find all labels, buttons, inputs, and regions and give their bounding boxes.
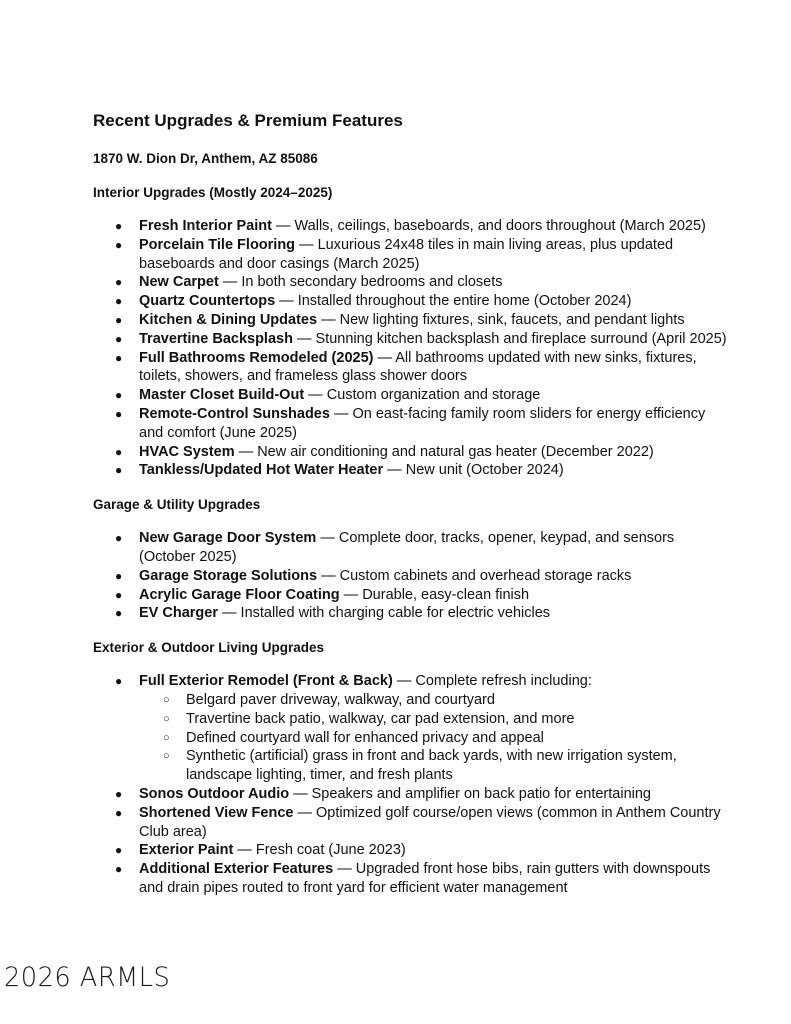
item-name: Sonos Outdoor Audio xyxy=(139,785,290,802)
watermark: 2026 ARMLS xyxy=(4,962,171,993)
upgrade-list xyxy=(93,529,733,623)
list-item xyxy=(93,311,733,330)
section-heading: Garage & Utility Upgrades xyxy=(93,497,261,513)
item-separator: — xyxy=(317,567,340,584)
sub-list xyxy=(139,691,733,785)
bullet-icon: ● xyxy=(115,406,123,421)
upgrade-list xyxy=(93,672,733,898)
list-item xyxy=(93,586,733,605)
bullet-icon: ● xyxy=(115,606,123,621)
list-item xyxy=(93,785,733,804)
upgrade-list xyxy=(93,217,733,480)
bullet-icon: ● xyxy=(115,843,123,858)
item-name: Garage Storage Solutions xyxy=(139,567,318,584)
list-item xyxy=(93,672,733,785)
item-name: Additional Exterior Features xyxy=(139,861,334,878)
hollow-bullet-icon: ○ xyxy=(163,750,170,763)
sub-item-text: Travertine back patio, walkway, car pad extension, and more xyxy=(186,710,575,727)
item-name: Kitchen & Dining Updates xyxy=(139,311,318,328)
bullet-icon: ● xyxy=(115,331,123,346)
item-separator: — xyxy=(392,673,416,690)
item-name: Travertine Backsplash xyxy=(139,330,293,347)
item-name: HVAC System xyxy=(139,443,235,460)
list-item xyxy=(93,292,733,311)
list-item xyxy=(93,567,733,586)
item-description: On east-facing family room sliders for energy efficiency and comfort (June 2025) xyxy=(139,405,706,441)
item-separator: — xyxy=(218,274,242,291)
list-item xyxy=(93,386,733,405)
item-separator: — xyxy=(275,293,298,310)
item-separator: — xyxy=(339,586,363,603)
document-page xyxy=(93,110,733,913)
item-name: EV Charger xyxy=(139,605,218,622)
bullet-icon: ● xyxy=(115,786,123,801)
item-name: Fresh Interior Paint xyxy=(139,218,272,234)
list-item xyxy=(93,841,733,860)
sub-item-text: Defined courtyard wall for enhanced privacy and appeal xyxy=(186,729,544,746)
list-item xyxy=(93,529,733,567)
item-description: All bathrooms updated with new sinks, fixtures, toilets, showers, and frameless glass shower doors xyxy=(139,349,697,385)
item-description: Upgraded front hose bibs, rain gutters with downspouts and drain pipes routed to front yard for efficient water management xyxy=(139,861,711,896)
sub-list-item xyxy=(139,729,733,748)
item-name: Exterior Paint xyxy=(139,842,234,859)
item-description: Installed throughout the entire home (October 2024) xyxy=(297,293,632,310)
item-separator: — xyxy=(271,218,295,234)
bullet-icon: ● xyxy=(115,388,123,403)
item-name: Full Bathrooms Remodeled (2025) xyxy=(139,349,374,366)
item-name: Master Closet Build-Out xyxy=(139,387,305,404)
sub-item-text: Synthetic (artificial) grass in front and back yards, with new irrigation system, landscape lighting, timer, and fresh plants xyxy=(186,748,677,784)
item-separator: — xyxy=(217,605,241,622)
sub-list-item xyxy=(139,747,733,785)
bullet-icon: ● xyxy=(115,805,123,820)
item-description: Complete door, tracks, opener, keypad, and sensors (October 2025) xyxy=(139,530,675,565)
item-separator: — xyxy=(329,405,353,422)
item-separator: — xyxy=(233,842,256,859)
bullet-icon: ● xyxy=(115,350,123,365)
list-item xyxy=(93,443,733,462)
item-description: Installed with charging cable for electric vehicles xyxy=(240,605,551,622)
item-separator: — xyxy=(304,387,327,404)
bullet-icon: ● xyxy=(115,587,123,602)
item-separator: — xyxy=(293,804,317,821)
bullet-icon: ● xyxy=(115,444,123,459)
bullet-icon: ● xyxy=(115,275,123,290)
item-description: In both secondary bedrooms and closets xyxy=(241,274,503,291)
list-item xyxy=(93,804,733,842)
bullet-icon: ● xyxy=(115,674,123,689)
item-description: Custom cabinets and overhead storage racks xyxy=(339,567,632,584)
bullet-icon: ● xyxy=(115,463,123,478)
list-item xyxy=(93,217,733,236)
item-description: Durable, easy-clean finish xyxy=(362,586,530,603)
list-item xyxy=(93,461,733,480)
hollow-bullet-icon: ○ xyxy=(163,712,170,725)
item-separator: — xyxy=(292,330,316,347)
item-separator: — xyxy=(295,236,318,253)
list-item xyxy=(93,604,733,623)
item-description: Complete refresh including: xyxy=(415,673,592,690)
item-description: New lighting fixtures, sink, faucets, and pendant lights xyxy=(339,311,685,328)
list-item xyxy=(93,330,733,349)
item-name: New Carpet xyxy=(139,274,219,291)
item-description: Luxurious 24x48 tiles in main living areas, plus updated baseboards and door casings (March 2025) xyxy=(139,236,674,272)
list-item xyxy=(93,349,733,387)
item-separator: — xyxy=(289,785,312,802)
sub-list-item xyxy=(139,710,733,729)
property-address: 1870 W. Dion Dr, Anthem, AZ 85086 xyxy=(93,151,318,166)
item-separator: — xyxy=(317,311,340,328)
item-name: Remote-Control Sunshades xyxy=(139,405,330,422)
item-name: Quartz Countertops xyxy=(139,293,276,310)
item-name: New Garage Door System xyxy=(139,530,317,547)
item-name: Porcelain Tile Flooring xyxy=(139,236,296,253)
item-description: Fresh coat (June 2023) xyxy=(255,842,406,859)
item-description: New unit (October 2024) xyxy=(405,462,564,479)
section-heading: Exterior & Outdoor Living Upgrades xyxy=(93,640,325,656)
document-title: Recent Upgrades & Premium Features xyxy=(93,111,403,130)
item-separator: — xyxy=(234,443,258,460)
hollow-bullet-icon: ○ xyxy=(163,693,170,706)
list-item xyxy=(93,860,733,898)
list-item xyxy=(93,236,733,274)
item-description: Speakers and amplifier on back patio for entertaining xyxy=(311,785,651,802)
bullet-icon: ● xyxy=(115,312,123,327)
bullet-icon: ● xyxy=(115,237,123,252)
list-item xyxy=(93,273,733,292)
item-separator: — xyxy=(316,530,339,547)
bullet-icon: ● xyxy=(115,568,123,583)
section-heading: Interior Upgrades (Mostly 2024–2025) xyxy=(93,185,333,200)
sub-item-text: Belgard paver driveway, walkway, and courtyard xyxy=(186,691,495,708)
hollow-bullet-icon: ○ xyxy=(163,731,170,744)
item-name: Full Exterior Remodel (Front & Back) xyxy=(139,673,393,690)
item-description: New air conditioning and natural gas heater (December 2022) xyxy=(257,443,654,460)
item-separator: — xyxy=(383,462,406,479)
sections-container xyxy=(93,183,733,898)
bullet-icon: ● xyxy=(115,531,123,546)
item-description: Optimized golf course/open views (common in Anthem Country Club area) xyxy=(139,804,721,840)
bullet-icon: ● xyxy=(115,862,123,877)
item-name: Acrylic Garage Floor Coating xyxy=(139,586,340,603)
item-description: Custom organization and storage xyxy=(326,387,541,404)
item-separator: — xyxy=(373,349,396,366)
item-name: Tankless/Updated Hot Water Heater xyxy=(139,462,384,479)
list-item xyxy=(93,405,733,443)
item-description: Walls, ceilings, baseboards, and doors throughout (March 2025) xyxy=(294,218,706,234)
item-name: Shortened View Fence xyxy=(139,804,294,821)
sub-list-item xyxy=(139,691,733,710)
bullet-icon: ● xyxy=(115,294,123,309)
item-description: Stunning kitchen backsplash and fireplace surround (April 2025) xyxy=(315,330,727,347)
item-separator: — xyxy=(333,861,356,878)
bullet-icon: ● xyxy=(115,219,123,233)
